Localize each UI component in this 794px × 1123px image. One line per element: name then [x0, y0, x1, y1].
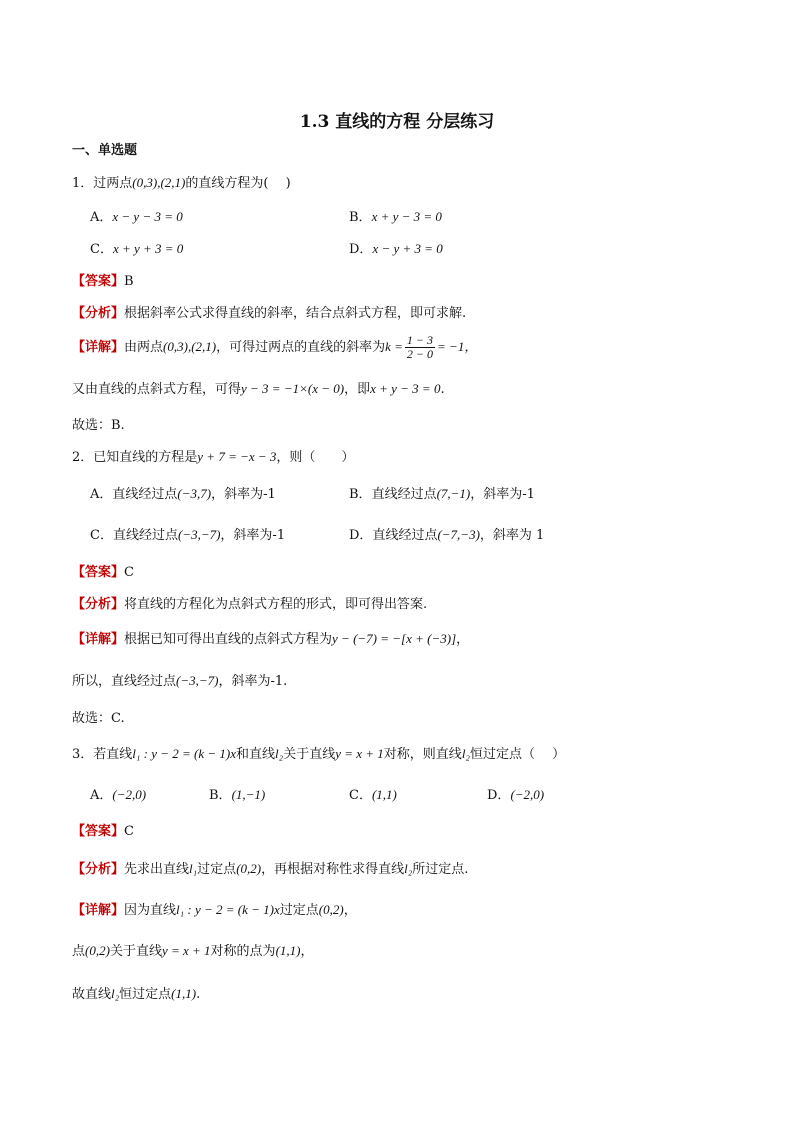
option-d[interactable]: D．(−2,0)	[487, 787, 545, 803]
detail-line-2: 点(0,2)关于直线y = x + 1对称的点为(1,1)，	[72, 943, 314, 959]
option-a[interactable]: A．直线经过点(−3,7)，斜率为-1	[90, 486, 276, 502]
detail-line-2: 又由直线的点斜式方程，可得y − 3 = −1×(x − 0)，即x + y − 3 = 0.	[72, 381, 445, 397]
detail-line-2: 所以，直线经过点(−3,−7)，斜率为-1.	[72, 673, 288, 689]
option-d[interactable]: D．直线经过点(−7,−3)，斜率为 1	[349, 527, 545, 543]
analysis-line: 【分析】先求出直线l₁过定点(0,2)，再根据对称性求得直线l₂所过定点.	[72, 861, 469, 877]
choose-line: 故选：B.	[72, 418, 125, 433]
option-a[interactable]: A．(−2,0)	[90, 787, 147, 803]
option-d[interactable]: D．x − y + 3 = 0	[349, 241, 443, 257]
question-stem: 1．过两点(0,3),(2,1)的直线方程为( )	[72, 175, 291, 191]
option-c[interactable]: C．(1,1)	[349, 787, 397, 803]
question-stem: 3．若直线l₁ : y − 2 = (k − 1)x和直线l₂关于直线y = x + 1对称，则直线l₂恒过定点（ ）	[72, 746, 566, 762]
answer-line: 【答案】B	[72, 274, 134, 289]
choose-line: 故选：C.	[72, 711, 125, 726]
question-stem: 2．已知直线的方程是y + 7 = −x − 3，则（ ）	[72, 449, 355, 465]
option-b[interactable]: B．直线经过点(7,−1)，斜率为-1	[349, 486, 535, 502]
detail-line-1: 【详解】由两点(0,3),(2,1)，可得过两点的直线的斜率为k = $\frac{1 - 3}{2 - 0}$ = −1，	[72, 333, 478, 361]
option-a[interactable]: A．x − y − 3 = 0	[90, 209, 183, 225]
detail-line-1: 【详解】因为直线l₁ : y − 2 = (k − 1)x过定点(0,2)，	[72, 902, 357, 918]
page-title: 1.3 直线的方程 分层练习	[299, 112, 495, 132]
option-b[interactable]: B．(1,−1)	[209, 787, 266, 803]
detail-line-3: 故直线l₂恒过定点(1,1).	[72, 986, 201, 1002]
analysis-line: 【分析】将直线的方程化为点斜式方程的形式，即可得出答案.	[72, 597, 428, 612]
answer-line: 【答案】C	[72, 824, 134, 839]
section-heading: 一、单选题	[72, 143, 138, 158]
detail-line-1: 【详解】根据已知可得出直线的点斜式方程为y − (−7) = −[x + (−3)]，	[72, 631, 470, 647]
analysis-line: 【分析】根据斜率公式求得直线的斜率，结合点斜式方程，即可求解.	[72, 306, 467, 321]
option-b[interactable]: B．x + y − 3 = 0	[349, 209, 442, 225]
option-c[interactable]: C．直线经过点(−3,−7)，斜率为-1	[90, 527, 286, 543]
option-c[interactable]: C．x + y + 3 = 0	[90, 241, 184, 257]
fraction: $\frac{1 - 3}{2 - 0}$	[406, 333, 434, 361]
answer-line: 【答案】C	[72, 565, 134, 580]
